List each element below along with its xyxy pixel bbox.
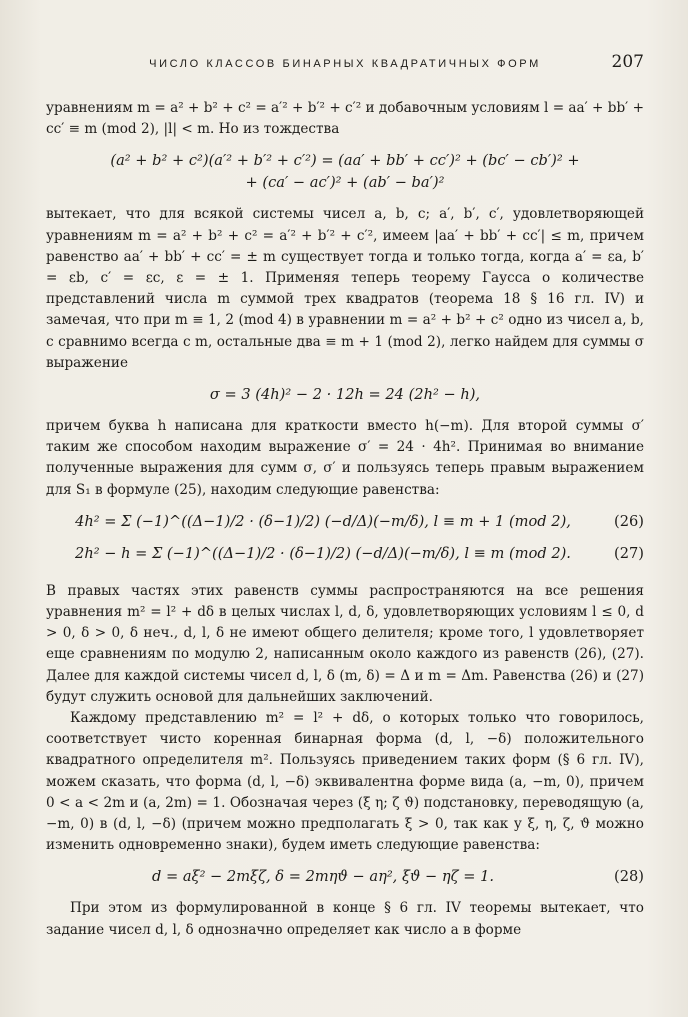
paragraph-1: уравнениям m = a² + b² + c² = a′² + b′² + c′² и добавочным условиям l = aa′ + bb′ + cc′ ≡ m (mod 2), |l| < m. Но из тождества xyxy=(46,100,644,138)
paragraph-2: вытекает, что для всякой системы чисел a, b, c; a′, b′, c′, удовлетворяющей уравнениям m = a² + b² + c² = a′² + b′² + c′², имеем |aa′ + bb′ + cc′| ≤ m, причем равенство aa′ + bb′ + cc′ = ± m существует тогда и только тогда, когда a′ = εa, b′ = εb, c′ = εc, ε = ± 1. Применяя теперь теорему Гаусса о количестве представлений числа m суммой трех квадратов (теорема 18 § 16 гл. IV) и замечая, что при m ≡ 1, 2 (mod 4) в уравнении m = a² + b² + c² одно из чисел a, b, c сравнимо всегда с m, остальные два ≡ m + 1 (mod 2), легко найдем для суммы σ выражение xyxy=(46,206,644,371)
equation-28 xyxy=(46,866,644,888)
paragraph-5: Каждому представлению m² = l² + dδ, о которых только что говорилось, соответствует чисто коренная бинарная форма (d, l, −δ) положительного квадратного определителя m². Пользуясь приведением таких форм (§ 6 гл. IV), можем сказать, что форма (d, l, −δ) эквивалентна форме вида (a, −m, 0), причем 0 < a < 2m и (a, 2m) = 1. Обозначая через (ξ η; ζ ϑ) подстановку, переводящую (a, −m, 0) в (d, l, −δ) (причем можно предполагать ξ > 0, так как у ξ, η, ζ, ϑ можно изменить одновременно знаки), будем иметь следующие равенства: xyxy=(46,710,644,854)
paragraph-4: В правых частях этих равенств суммы распространяются на все решения уравнения m² = l² + dδ в целых числах l, d, δ, удовлетворяющих условиям l ≤ 0, d > 0, δ > 0, δ неч., d, l, δ не имеют общего делителя; кроме того, l удовлетворяет еще сравнениям по модулю 2, написанным около каждого из равенств (26), (27). Далее для каждой системы чисел d, l, δ (m, δ) = Δ и m = Δm. Равенства (26) и (27) будут служить основой для дальнейших заключений. xyxy=(46,582,644,705)
equation-identity-line-2: + (ca′ − ac′)² + (ab′ − ba′)² xyxy=(245,174,445,192)
page-number: 207 xyxy=(611,52,644,72)
equation-27 xyxy=(46,543,644,565)
equation-identity-line-1: (a² + b² + c²)(a′² + b′² + c′²) = (aa′ + bb′ + cc′)² + (bc′ − cb′)² + xyxy=(110,152,580,170)
equation-28-number: (28) xyxy=(614,868,644,886)
paragraph-6: При этом из формулированной в конце § 6 гл. IV теоремы вытекает, что задание чисел d, l, δ однозначно определяет как число a в форме xyxy=(46,900,644,938)
running-title: ЧИСЛО КЛАССОВ БИНАРНЫХ КВАДРАТИЧНЫХ ФОРМ xyxy=(149,58,541,70)
equation-26-number: (26) xyxy=(614,512,644,530)
equation-sigma: σ = 3 (4h)² − 2 · 12h = 24 (2h² − h), xyxy=(209,386,481,404)
equation-28-body: d = aξ² − 2mξζ, δ = 2mηϑ − aη², ξϑ − ηζ = 1. xyxy=(151,868,495,886)
running-header xyxy=(46,52,644,72)
equation-27-number: (27) xyxy=(614,544,644,562)
equation-27-body: 2h² − h = Σ (−1)^((Δ−1)/2 · (δ−1)/2) (−d/Δ)(−m/δ), l ≡ m (mod 2). xyxy=(75,544,571,562)
equation-26 xyxy=(46,511,644,533)
equation-26-body: 4h² = Σ (−1)^((Δ−1)/2 · (δ−1)/2) (−d/Δ)(−m/δ), l ≡ m + 1 (mod 2), xyxy=(75,512,571,530)
paragraph-3: причем буква h написана для краткости вместо h(−m). Для второй суммы σ′ таким же способом находим выражение σ′ = 24 · 4h². Принимая во внимание полученные выражения для сумм σ, σ′ и пользуясь теперь правым выражением для S₁ в формуле (25), находим следующие равенства: xyxy=(46,418,644,498)
